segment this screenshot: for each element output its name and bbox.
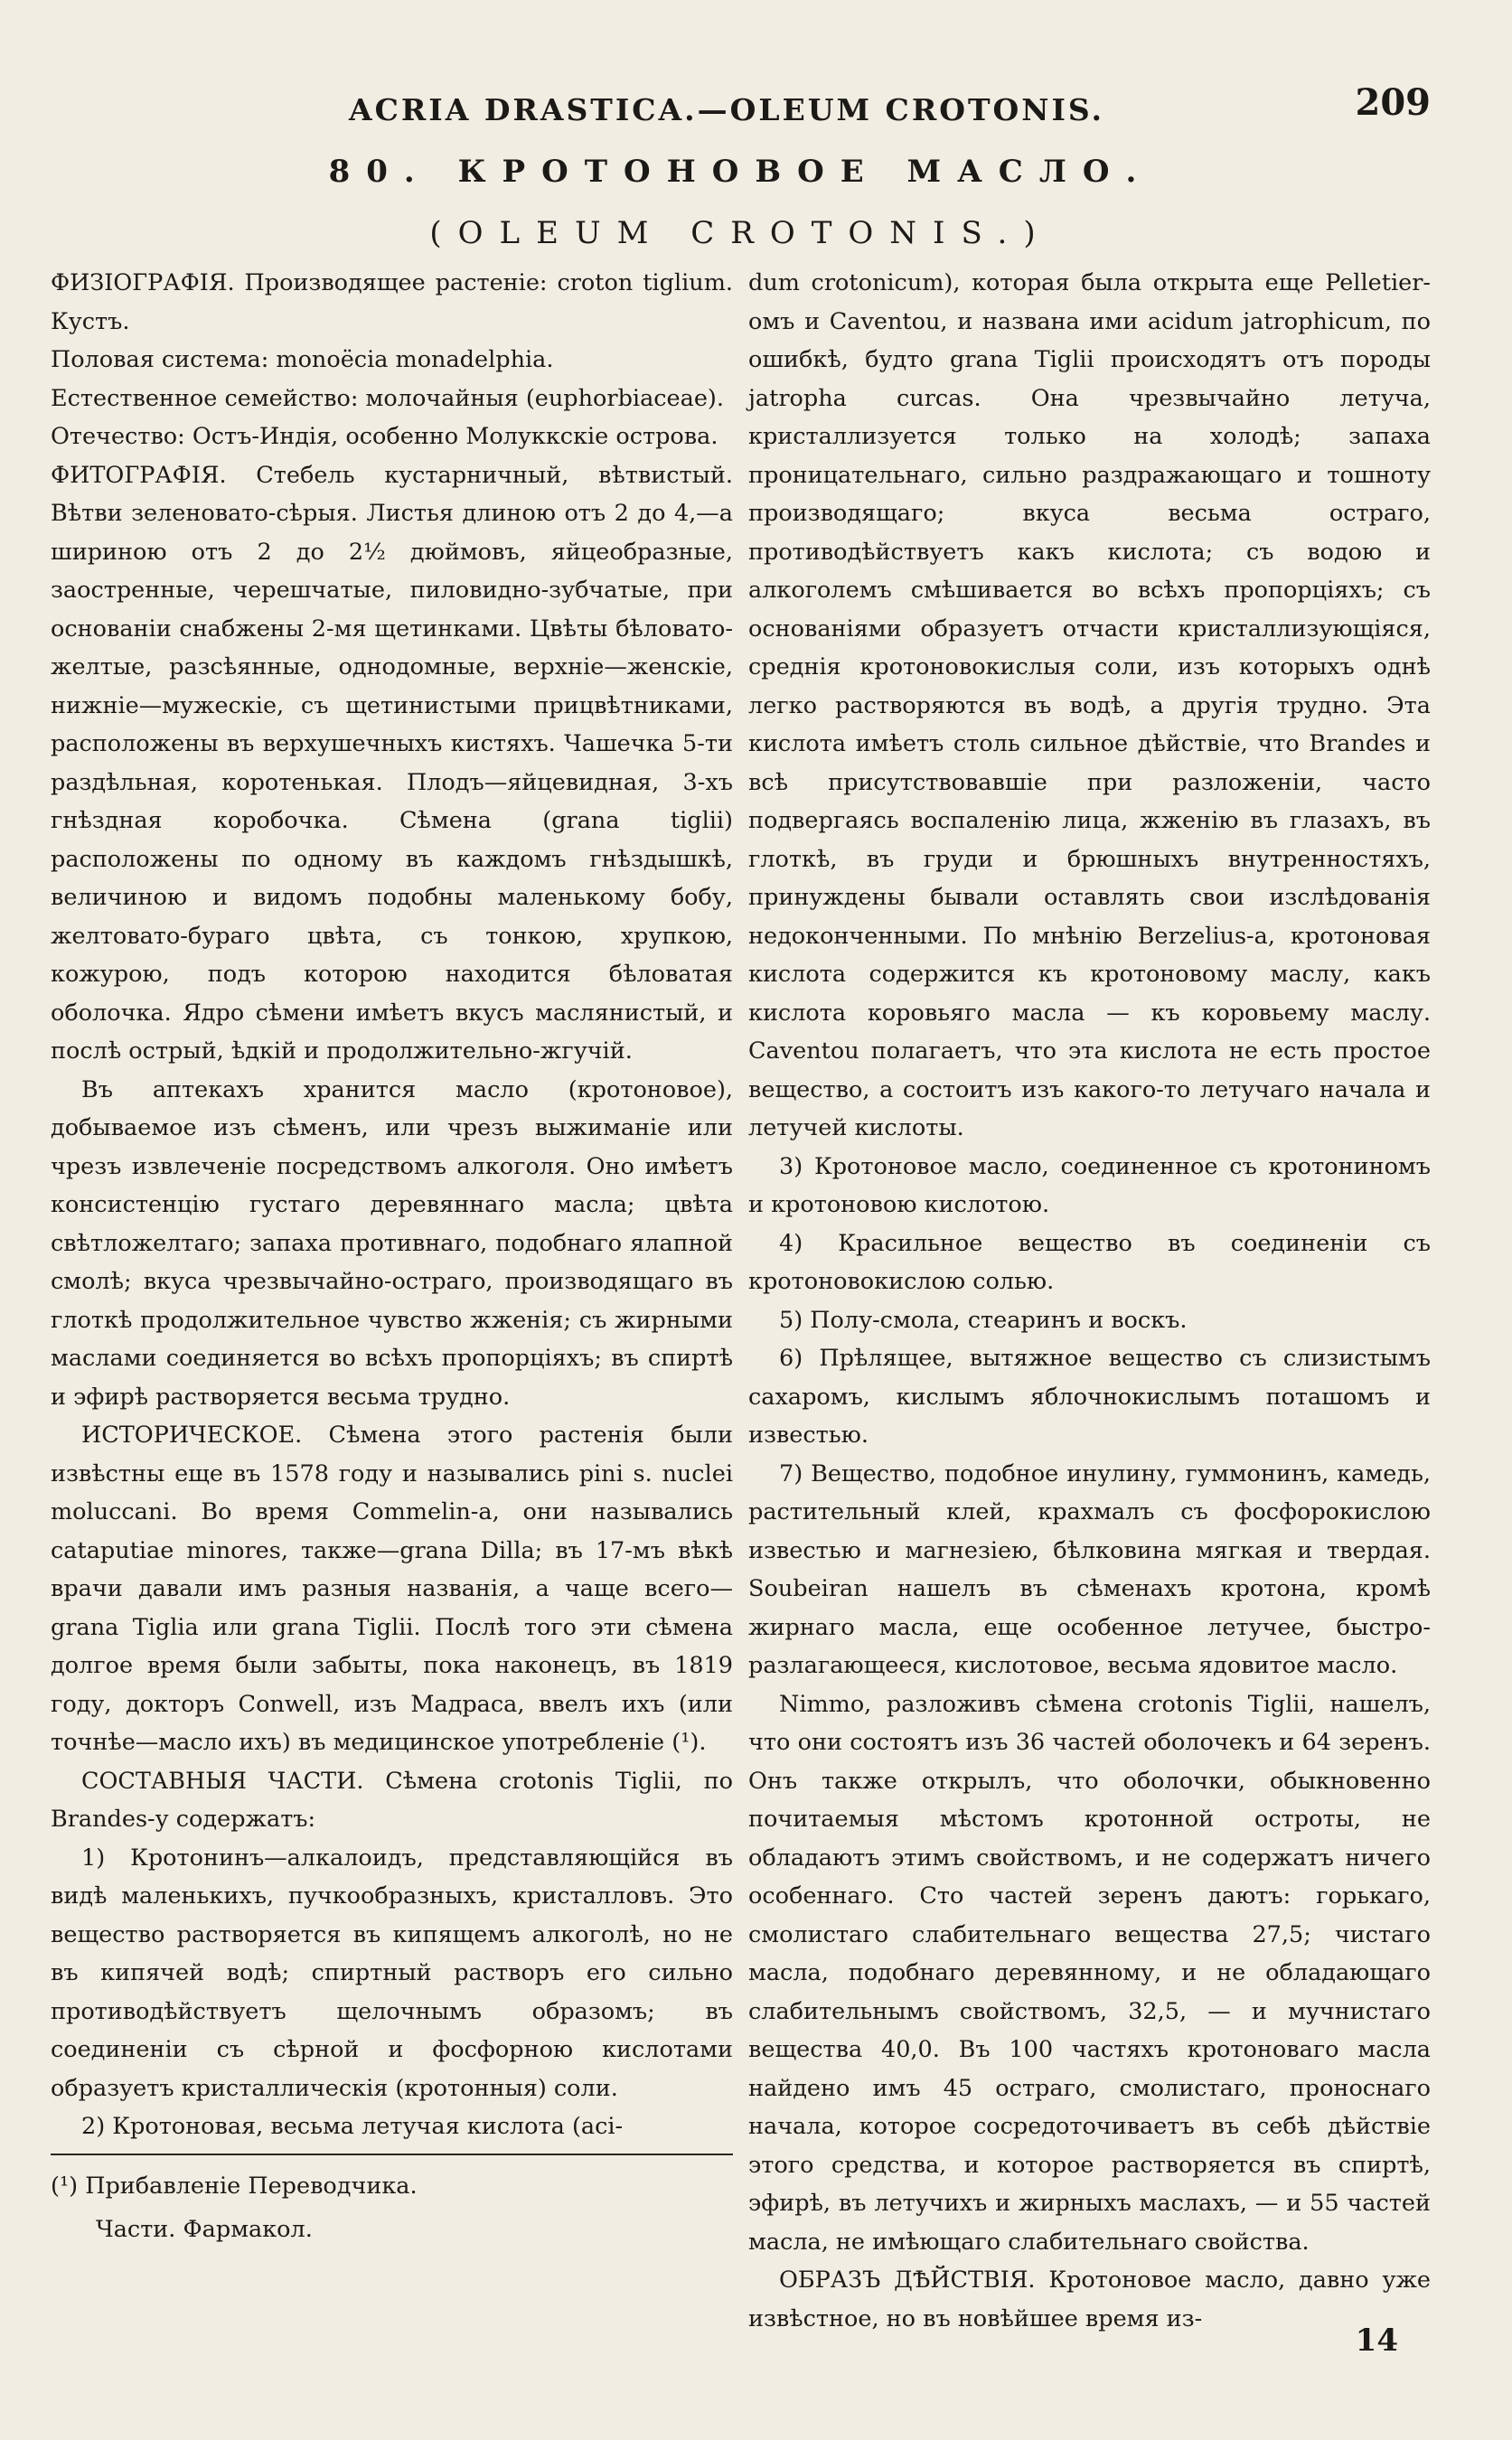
running-head — [51, 81, 1431, 145]
paragraph-resin: 5) Полу-смола, стеаринъ и воскъ. — [779, 1306, 1188, 1334]
paragraph-croton-oil: 3) Кротоновое масло, соединенное съ кротониномъ и кротоновою кислотою. — [748, 1152, 1431, 1218]
footnote-1: (¹) Прибавленіе Переводчика. — [51, 2172, 418, 2200]
paragraph-coloring-matter: 4) Красильное вещество въ соединеніи съ кротоновокислою солью. — [748, 1229, 1431, 1295]
paragraph-historical: ИСТОРИЧЕСКОЕ. Сѣмена этого растенія были извѣстны еще въ 1578 году и назывались pini s. nuclei moluccani. Во время Commelin-а, они назывались cataputiae minores, также—grana Dilla; въ 17-мъ вѣкѣ врачи давали имъ разныя названія, а чаще всего—grana Tiglia или grana Tiglii. Послѣ того эти сѣмена долгое время были забыты, пока наконецъ, въ 1819 году, докторъ Conwell, изъ Мадраса, ввелъ ихъ (или точнѣе—масло ихъ) въ медицинское употребленіе (¹). — [51, 1422, 733, 1756]
page-number: 209 — [1355, 81, 1431, 124]
paragraph-pharmacy: Въ аптекахъ хранится масло (кротоновое), добываемое изъ сѣменъ, или чрезъ выжиманіе или чрезъ извлеченіе посредствомъ алкоголя. Оно имѣетъ консистенцію густаго деревяннаго масла; цвѣта свѣтложелтаго; запаха противнаго, подобнаго ялапной смолѣ; вкуса чрезвычайно-остраго, производящаго въ глоткѣ продолжительное чувство жженія; съ жирными маслами соединяется во всѣхъ пропорціяхъ; въ спиртѣ и эфирѣ растворяется весьма трудно. — [51, 1075, 733, 1411]
paragraph-phytography: ФИТОГРАФІЯ. Стебель кустарничный, вѣтвистый. Вѣтви зеленовато-сѣрыя. Листья длиною отъ 2 до 4,—а шириною отъ 2 до 2½ дюймовъ, яйцеобразные, заостренные, черешчатые, пиловидно-зубчатые, при основаніи снабжены 2-мя щетинками. Цвѣты бѣловато-желтые, разсѣянные, однодомные, верхніе—женскіе, нижніе—мужескіе, съ щетинистыми прицвѣтниками, расположены въ верхушечныхъ кистяхъ. Чашечка 5-ти раздѣльная, коротенькая. Плодъ—яйцевидная, 3-хъ гнѣздная коробочка. Сѣмена (grana tiglii) расположены по одному въ каждомъ гнѣздышкѣ, величиною и видомъ подобны маленькому бобу, желтовато-бураго цвѣта, съ тонкою, хрупкою, кожурою, подъ которою находится бѣловатая оболочка. Ядро сѣмени имѣетъ вкусъ маслянистый, и послѣ острый, ѣдкій и продолжительно-жгучій. — [51, 461, 733, 1065]
paragraph-inulin: 7) Вещество, подобное инулину, гуммонинъ, камедь, растительный клей, крахмалъ съ фосфорокислою известью и магнезіею, бѣлковина мягкая и твердая. Soubeiran нашелъ въ сѣменахъ кротона, кромѣ жирнаго масла, еще особенное летучее, быстро-разлагающееся, кислотовое, весьма ядовитое масло. — [748, 1459, 1431, 1679]
paragraph-mode-of-action: ОБРАЗЪ ДѢЙСТВІЯ. Кротоновое масло, давно уже извѣстное, но въ новѣйшее время из- — [748, 2266, 1431, 2332]
paragraph-crotonic-acid: 2) Кротоновая, весьма летучая кислота (aci- — [81, 2113, 624, 2140]
article-title: 80. КРОТОНОВОЕ МАСЛО. — [328, 154, 1153, 190]
footnote-signature-line: Части. Фармакол. — [96, 2215, 313, 2243]
paragraph-extract: 6) Прѣлящее, вытяжное вещество съ слизистымъ сахаромъ, кислымъ яблочнокислымъ поташомъ и известью. — [748, 1345, 1431, 1449]
paragraph-natural-family: Естественное семейство: молочайныя (euphorbiaceae). — [51, 384, 724, 412]
paragraph-acid-continued: dum crotonicum), которая была открыта еще Pelletier-омъ и Caventou, и названа ими acidum jatrophicum, по ошибкѣ, будто grana Tiglii происходятъ отъ породы jatropha curcas. Она чрезвычайно летуча, кристаллизуется только на холодѣ; запаха проницательнаго, сильно раздражающаго и тошноту производящаго; вкуса весьма остраго, противодѣйствуетъ какъ кислота; съ водою и алкоголемъ смѣшивается во всѣхъ пропорціяхъ; съ основаніями образуетъ отчасти кристаллизующіяся, среднія кротоновокислыя соли, изъ которыхъ однѣ легко растворяются въ водѣ, а другія трудно. Эта кислота имѣетъ столь сильное дѣйствіе, что Brandes и всѣ присутствовавшіе при разложеніи, часто подвергаясь воспаленію лица, жженію въ глазахъ, въ глоткѣ, въ груди и брюшныхъ внутренностяхъ, принуждены бывали оставлять свои изслѣдованія недоконченными. По мнѣнію Berzelius-а, кротоновая кислота содержится къ кротоновому маслу, какъ кислота коровьяго масла — къ коровьему маслу. Caventou полагаетъ, что эта кислота не есть простое вещество, а состоитъ изъ какого-то летучаго начала и летучей кислоты. — [748, 269, 1431, 1141]
article-latin-title: (OLEUM CROTONIS.) — [429, 215, 1052, 251]
signature-mark: 14 — [1355, 2323, 1398, 2359]
paragraph-components: СОСТАВНЫЯ ЧАСТИ. Сѣмена crotonis Tiglii, по Brandes-у содержатъ: — [51, 1767, 733, 1833]
running-title: ACRIA DRASTICA.—OLEUM CROTONIS. — [349, 92, 1105, 127]
paragraph-crotonin: 1) Кротонинъ—алкалоидъ, представляющійся въ видѣ маленькихъ, пучкообразныхъ, кристалловъ. Это вещество растворяется въ кипящемъ алкоголѣ, но не въ кипячей водѣ; спиртный растворъ его сильно противодѣйствуетъ щелочнымъ образомъ; въ соединеніи съ сѣрной и фосфорною кислотами образуетъ кристаллическія (кротонныя) соли. — [51, 1844, 733, 2102]
two-column-body — [51, 264, 1431, 2338]
paragraph-nimmo: Nimmo, разложивъ сѣмена crotonis Tiglii, нашелъ, что они состоятъ изъ 36 частей оболочекъ и 64 зеренъ. Онъ также открылъ, что оболочки, обыкновенно почитаемыя мѣстомъ кротонной остроты, не обладаютъ этимъ свойствомъ, и не содержатъ ничего особеннаго. Сто частей зеренъ даютъ: горькаго, смолистаго слабительнаго вещества 27,5; чистаго масла, подобнаго деревянному, и не обладающаго слабительнымъ свойствомъ, 32,5, — и мучнистаго вещества 40,0. Въ 100 частяхъ кротоноваго масла найдено имъ 45 остраго, смолистаго, проноснаго начала, которое сосредоточиваетъ въ себѣ дѣйствіе этого средства, и которое растворяется въ спиртѣ, эфирѣ, въ летучихъ и жирныхъ маслахъ, — и 55 частей масла, не имѣющаго слабительнаго свойства. — [748, 1690, 1431, 2256]
paragraph-sexual-system: Половая система: monoёcia monadelphia. — [51, 346, 554, 373]
right-column — [748, 264, 1431, 2338]
footnote-divider — [51, 2154, 733, 2155]
paragraph-homeland: Отечество: Остъ-Индія, особенно Молуккскіе острова. — [51, 423, 718, 450]
footnotes — [51, 2164, 733, 2251]
left-column — [51, 264, 733, 2338]
paragraph-physiography: ФИЗІОГРАФІЯ. Производящее растеніе: croton tiglium. Кустъ. — [51, 269, 733, 335]
